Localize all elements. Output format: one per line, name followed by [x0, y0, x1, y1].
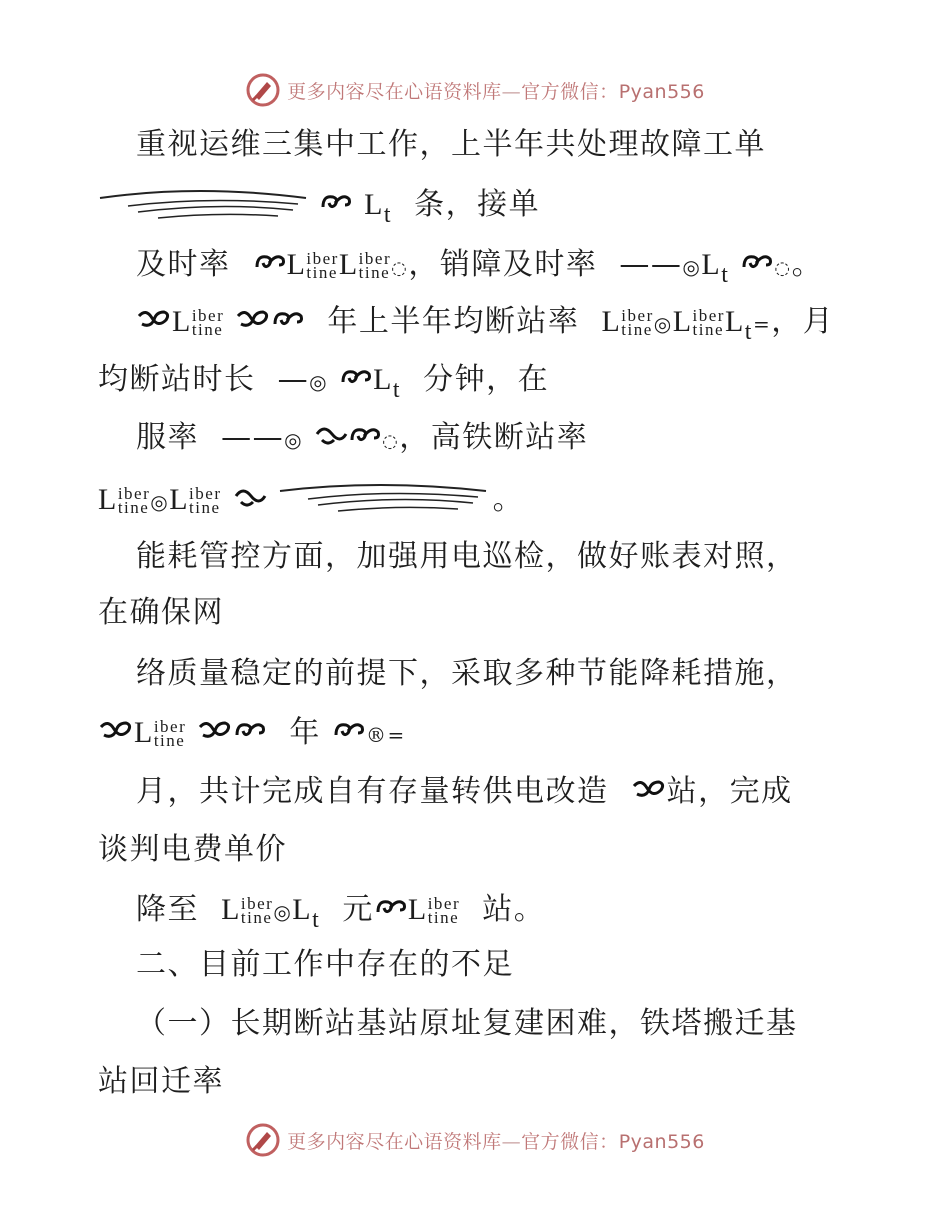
section-heading: 二、目前工作中存在的不足 [136, 947, 514, 982]
paragraph-line: L iber tine ◎L iber tine 。 [98, 480, 530, 522]
swirl-glyph-icon [253, 246, 287, 286]
garbled-wave-glyph [278, 481, 488, 521]
garbled-wave-glyph [98, 186, 308, 226]
swirl-glyph-icon [740, 246, 774, 286]
watermark-text: 更多内容尽在心语资料库—官方微信：Pyan556 [287, 80, 705, 103]
paragraph-line: 降至 L iber tine $◎L_t$ 元 L iber tine 站。 [136, 892, 546, 933]
paragraph-line: （一）长期断站基站原址复建困难，铁塔搬迁基 [136, 1006, 798, 1041]
paragraph-line: 及时率 L iber tine L iber tine ◌，销障及时率 $——◎L_t$ ◌。 [136, 247, 824, 288]
paragraph-line: 络质量稳定的前提下，采取多种节能降耗措施， [136, 656, 798, 691]
knot-glyph-icon [136, 303, 172, 343]
swirl-glyph-icon [332, 714, 366, 754]
paragraph-line: $L_t$ 条，接单 [98, 185, 540, 235]
curl-glyph-icon [314, 419, 348, 459]
logo-icon [245, 72, 281, 108]
footer-watermark [0, 1120, 950, 1160]
paragraph-line: 在确保网 [98, 595, 224, 630]
paragraph-line: 月，共计完成自有存量转供电改造 站，完成 [136, 772, 793, 813]
paragraph-line: L iber tine 年上半年均断站率 L iber tine ◎L iber tine $L_t=$，月 [136, 302, 834, 352]
knot-glyph-icon [631, 773, 667, 813]
swirl-glyph-icon [319, 186, 353, 226]
paragraph-line: 服率 ——◎ ◌，高铁断站率 [136, 418, 588, 462]
swirl-glyph-icon [339, 361, 373, 401]
paragraph-line: 重视运维三集中工作，上半年共处理故障工单 [136, 127, 766, 162]
swirl-glyph-icon [233, 714, 267, 754]
knot-glyph-icon [98, 714, 134, 754]
watermark-text: 更多内容尽在心语资料库—官方微信：Pyan556 [287, 1130, 705, 1153]
curl-glyph-icon [233, 481, 267, 521]
paragraph-line: 均断站时长 —◎ $L_t$ 分钟，在 [98, 362, 550, 403]
swirl-glyph-icon [374, 891, 408, 931]
paragraph-line: 谈判电费单价 [98, 832, 287, 867]
swirl-glyph-icon [348, 419, 382, 459]
paragraph-line: L iber tine 年 ®= [98, 713, 406, 755]
header-watermark [0, 70, 950, 110]
paragraph-line: 站回迁率 [98, 1064, 224, 1099]
swirl-glyph-icon [271, 303, 305, 343]
paragraph-line: 能耗管控方面，加强用电巡检，做好账表对照， [136, 539, 798, 574]
logo-icon [245, 1122, 281, 1158]
knot-glyph-icon [235, 303, 271, 343]
knot-glyph-icon [197, 714, 233, 754]
